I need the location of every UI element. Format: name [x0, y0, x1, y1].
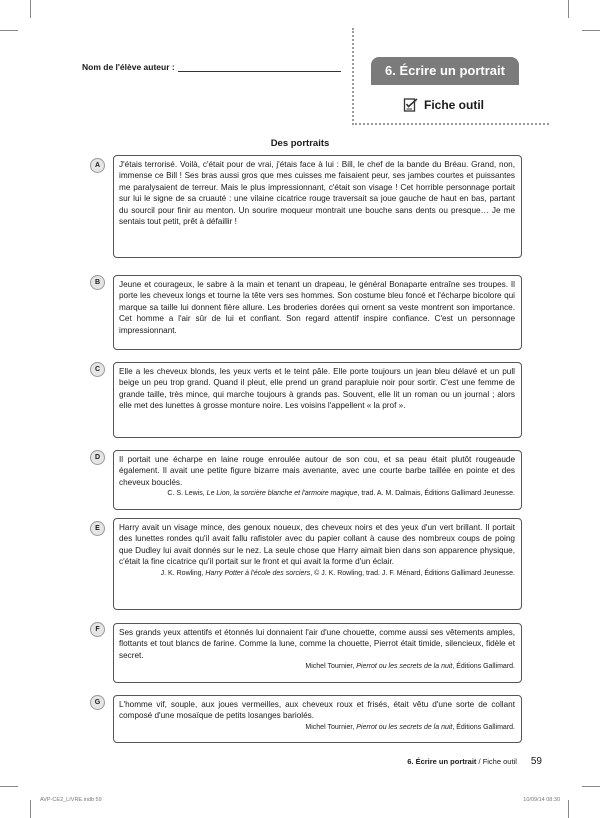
fiche-outil-text: Fiche outil [424, 98, 484, 112]
entry-text: Jeune et courageux, le sabre à la main et tenant un drapeau, le général Bonaparte entraîne ses troupes. Il porte les cheveux longs et tourne la tête vers ses hommes. Son costume bleu foncé et l'écharpe bicolore qui marque sa taille lui donnent fière allure. Les broderies dorées qui ornent sa veste montrent son importance. Cet homme a l'air sûr de lui et confiant. Son regard attentif inspire confiance. C'est un personnage impressionnant. [119, 280, 515, 335]
entry-text: Il portait une écharpe en laine rouge enroulée autour de son cou, et sa peau était plutôt rougeaude également. Il avait une petite figure bizarre mais avenante, avec une courte barbe taillée en pointe et des cheveux bouclés. [119, 455, 515, 487]
entry-citation [119, 569, 515, 579]
entry-d [113, 450, 522, 510]
citation-title: Pierrot ou les secrets de la nuit [356, 663, 453, 671]
checklist-icon [403, 97, 419, 113]
entry-letter-badge: G [90, 695, 105, 710]
entry-a [113, 155, 522, 258]
fiche-outil-label [403, 97, 484, 113]
citation-publisher: , © J. K. Rowling, trad. J. F. Ménard, Éditions Gallimard Jeunesse. [310, 569, 515, 577]
entry-text: L'homme vif, souple, aux joues vermeilles, aux cheveux roux et frisés, était vêtu d'une sorte de collant composé d'une mosaïque de petits losanges bariolés. [119, 700, 515, 721]
footer-sub: Fiche outil [482, 757, 517, 766]
crop-mark [30, 0, 31, 18]
entry-letter-badge: D [90, 450, 105, 465]
entry-f [113, 623, 522, 683]
section-title: 6. Écrire un portrait [371, 57, 519, 85]
entry-e [113, 518, 522, 610]
citation-publisher: , trad. A. M. Dalmais, Éditions Gallimard Jeunesse. [357, 490, 515, 498]
entry-letter-badge: B [90, 275, 105, 290]
citation-publisher: , Éditions Gallimard. [452, 663, 515, 671]
print-slug-right: 10/09/14 08:30 [523, 797, 560, 803]
author-label: Nom de l'élève auteur : [82, 62, 175, 72]
crop-mark [582, 786, 600, 787]
citation-author: Michel Tournier, [305, 663, 357, 671]
crop-mark [30, 800, 31, 818]
entry-text: Ses grands yeux attentifs et étonnés lui donnaient l'air d'une chouette, comme aussi ses vêtements amples, flottants et tout blancs de farine. Comme la lune, comme la chouette, Pierrot était timide, silencieux, fidèle et secret. [119, 628, 515, 660]
entry-letter-badge: A [90, 158, 105, 173]
entry-b [113, 275, 522, 350]
print-slug-left: AVP-CE2_LIVRE.indb 59 [40, 797, 102, 803]
entry-text: Harry avait un visage mince, des genoux noueux, des cheveux noirs et des yeux d'un vert brillant. Il portait des lunettes rondes qu'il avait fallu rafistoler avec du papier collant à cause des nombreux coups de poing que Dudley lui avait donnés sur le nez. La seule chose que Harry aimait bien dans son apparence physique, c'était la fine cicatrice qu'il portait sur le front et qui avait la forme d'un éclair. [119, 523, 515, 567]
footer-running-head [407, 757, 517, 766]
entry-g [113, 695, 522, 743]
entry-letter-badge: C [90, 362, 105, 377]
citation-publisher: , Éditions Gallimard. [452, 723, 515, 731]
crop-mark [582, 30, 600, 31]
entry-text: Elle a les cheveux blonds, les yeux verts et le teint pâle. Elle porte toujours un jean bleu délavé et un pull beige un peu trop grand. Quand il pleut, elle prend un grand parapluie noir pour sortir. C'est une femme de grande taille, très mince, qui marche toujours à grands pas. Souvent, elle lit un roman ou un journal ; alors elle met des lunettes à grosse monture noire. Les voisins l'appellent « la prof ». [119, 367, 515, 411]
entry-citation [119, 662, 515, 672]
page-number: 59 [530, 756, 542, 767]
footer-separator: / [476, 757, 483, 766]
citation-title: Pierrot ou les secrets de la nuit [356, 723, 453, 731]
page-heading: Des portraits [270, 138, 330, 149]
entry-citation [119, 489, 515, 499]
citation-title: Harry Potter à l'école des sorciers [205, 569, 311, 577]
citation-author: C. S. Lewis, [167, 490, 207, 498]
crop-mark [0, 30, 18, 31]
entry-letter-badge: F [90, 622, 105, 637]
author-name-line[interactable] [178, 71, 341, 72]
entry-c [113, 362, 522, 438]
citation-title: Le Lion, la sorcière blanche et l'armoire magique [206, 490, 358, 498]
crop-mark [568, 800, 569, 818]
crop-mark [568, 0, 569, 18]
entry-citation [119, 723, 515, 733]
crop-mark [0, 786, 18, 787]
footer-section: 6. Écrire un portrait [407, 757, 477, 766]
entry-letter-badge: E [90, 521, 105, 536]
citation-author: J. K. Rowling, [160, 569, 206, 577]
citation-author: Michel Tournier, [305, 723, 357, 731]
page-footer [407, 756, 542, 767]
entry-text: J'étais terrorisé. Voilà, c'était pour de vrai, j'étais face à lui : Bill, le chef de la bande du Bréau. Grand, non, immense ce Bill ! Ses bras aussi gros que mes cuisses me faisaient peur, ses jambes courtes et puissantes me paralysaient de terreur. Mais le plus impressionnant, c'était son visage ! Cet horrible personnage portait sur lui le signe de sa cruauté : une vilaine cicatrice rouge traversait sa joue gauche de haut en bas, partant du sourcil pour finir au menton. Un sourire moqueur montrait une bouche sans dents ou presque… Je me sentais tout petit, prêt à défaillir ! [119, 160, 515, 227]
